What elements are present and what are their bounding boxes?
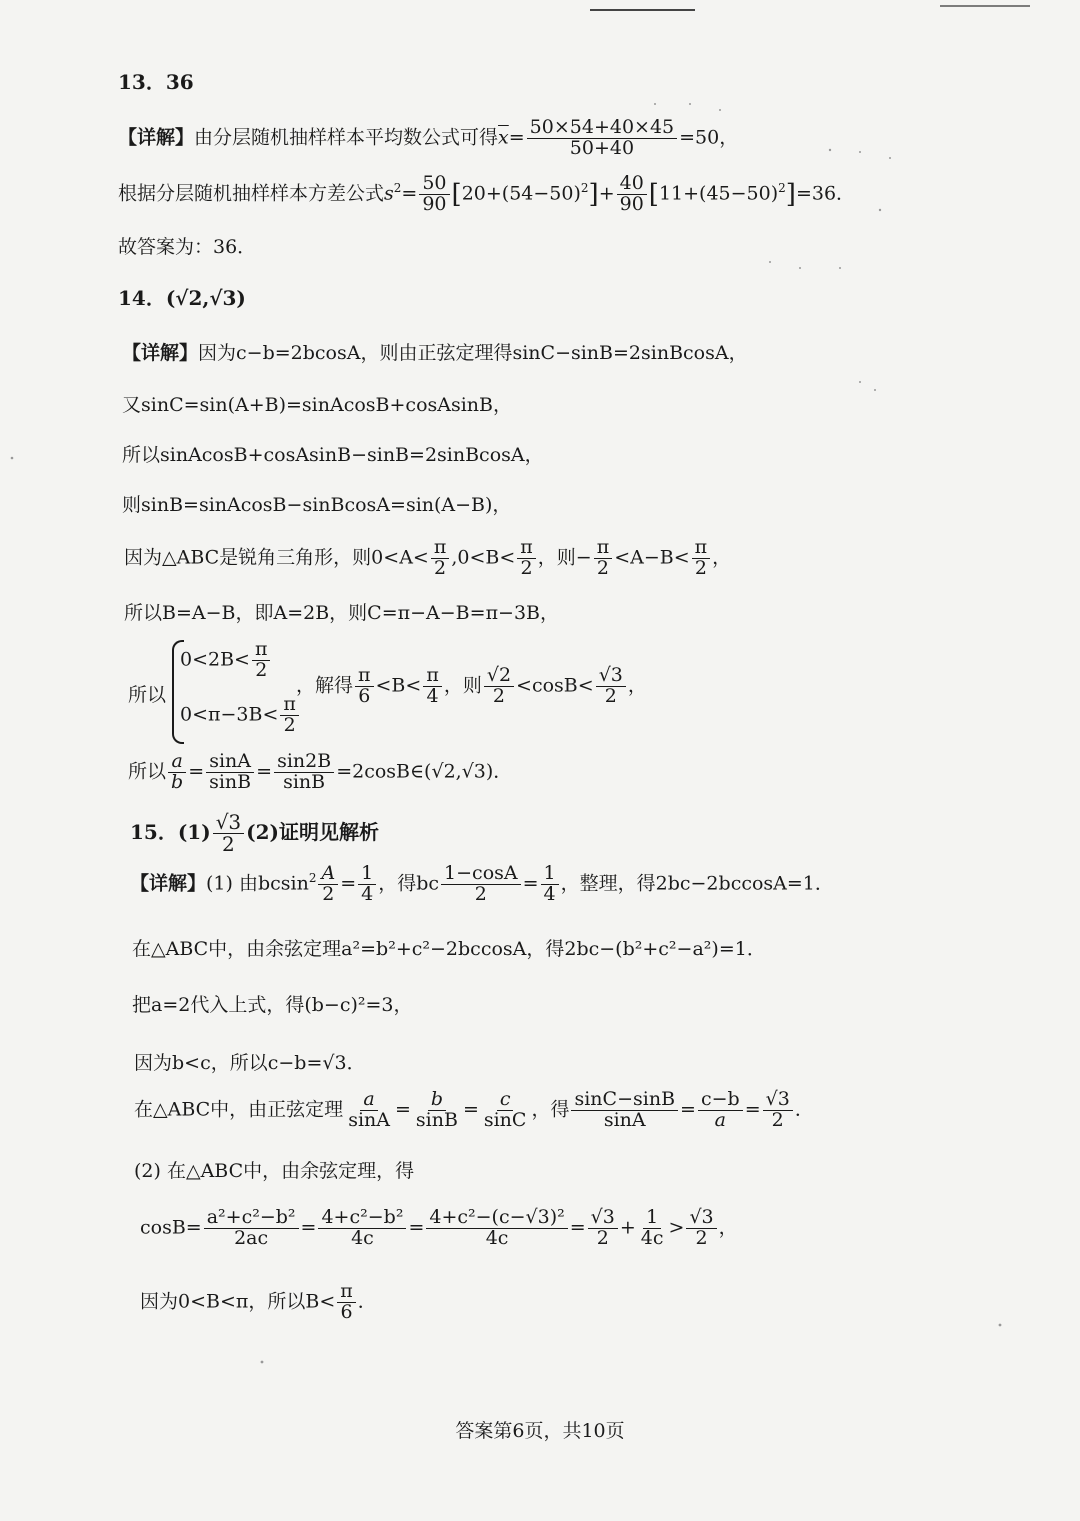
detail-14-line-8: 所以 $\frac{a}{b}$ = $\frac{\sin A}{\sin B}$ = $\frac{\sin 2B}{\sin B}$ =2cosB∈(√2,√3)． — [128, 750, 513, 793]
system-result: ，解得 $\frac{\pi}{6}$ <B< $\frac{\pi}{4}$ ，则 $\frac{√2}{2}$ <cosB< $\frac{√3}{2}$ ， — [296, 664, 647, 707]
weight-fraction-1: $\frac{50}{90}$ — [419, 174, 449, 215]
detail-15-line-1: 【详解】(1) 由bcsin$^2$ $\frac{A}{2}$ = $\frac{1}{4}$ ，得bc $\frac{1-\cos A}{2}$ = $\frac{1}{4}$ ，整理，得2bc−2bccosA=1． — [130, 862, 834, 905]
detail-14-line-4: 则sinB=sinAcosB−sinBcosA=sin(A−B)， — [122, 494, 512, 516]
system-prefix: 所以 — [128, 684, 167, 706]
detail-13-line-2: 根据分层随机抽样样本方差公式$s^2=$ $\frac{50}{90}$ $[20+(54-50)^2]+$ $\frac{40}{90}$ $[11+(45-50)^2]=36$． — [118, 172, 856, 215]
detail-14-line-2: 又sinC=sin(A+B)=sinAcosB+cosAsinB， — [122, 394, 513, 416]
detail-15-line-7: cosB= $\frac{\text{a²+c²−b²}}{2ac}$ = $\frac{\text{4+c²−b²}}{4c}$ = $\frac{\text{4+c²−(c−√3)²}}{4c}$ = $\frac{√3}{2}$ + $\frac{1}{4c}$ > $\frac{√3}{2}$ ， — [140, 1206, 738, 1249]
answer-15: 15．(1) $\frac{√3}{2}$ (2)证明见解析 — [130, 810, 379, 856]
detail-14-line-5: 因为△ABC是锐角三角形，则0<A< $\frac{\pi}{2}$ ,0<B< $\frac{\pi}{2}$ ，则− $\frac{\pi}{2}$ <A−B< $\frac{\pi}{2}$ ， — [124, 536, 732, 579]
detail-14-line-3: 所以sinAcosB+cosAsinB−sinB=2sinBcosA， — [122, 444, 544, 466]
detail-15-line-3: 把a=2代入上式，得(b−c)²=3， — [132, 994, 413, 1016]
detail-15-line-2: 在△ABC中，由余弦定理a²=b²+c²−2bccosA，得2bc−(b²+c²−a²)=1． — [132, 938, 766, 960]
conclusion-13: 故答案为：36． — [118, 236, 257, 258]
answer-13: 13．36 — [118, 70, 194, 94]
page-footer: 答案第6页，共10页 — [455, 1420, 625, 1442]
system-row-2: 0<π−3B< $\frac{\pi}{2}$ — [180, 695, 301, 736]
detail-15-line-4: 因为b<c，所以c−b=√3． — [134, 1052, 366, 1074]
detail-15-line-6: (2) 在△ABC中，由余弦定理，得 — [134, 1160, 415, 1182]
detail-14-line-1: 【详解】因为c−b=2bcosA，则由正弦定理得sinC−sinB=2sinBcosA， — [122, 342, 748, 364]
system-row-1: 0<2B< $\frac{\pi}{2}$ — [180, 640, 272, 681]
weight-fraction-2: $\frac{40}{90}$ — [617, 174, 647, 215]
detail-13-line-1: 【详解】由分层随机抽样样本平均数公式可得$\overline{x}=$ $\frac{50\times 54+40\times 45}{50+40}$ =50， — [118, 116, 739, 159]
detail-15-line-8: 因为0<B<π，所以B< $\frac{\pi}{6}$ ． — [140, 1280, 377, 1323]
mean-fraction: $\frac{50\times 54+40\times 45}{50+40}$ — [527, 118, 677, 159]
detail-14-line-6: 所以B=A−B，即A=2B，则C=π−A−B=π−3B， — [124, 602, 560, 624]
detail-15-line-5: 在△ABC中，由正弦定理 $\frac{a}{\sin A}$ = $\frac{b}{\sin B}$ = $\frac{c}{\sin C}$ ，得 $\frac{\sin C-\sin B}{\sin A}$ = $\frac{c-b}{a}$ = $\frac{√3}{2}$ ． — [134, 1088, 814, 1131]
answer-14: 14．(√2,√3) — [118, 286, 246, 310]
detail-tag: 【详解】 — [118, 126, 195, 149]
